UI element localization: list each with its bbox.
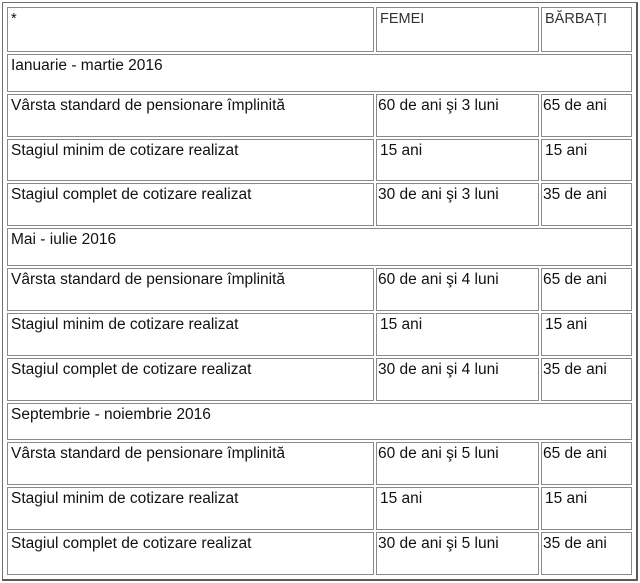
- period-label: Septembrie - noiembrie 2016: [7, 403, 632, 441]
- women-value-cell: 15 ani: [376, 139, 539, 182]
- pension-requirements-table: [5, 5, 634, 577]
- men-value-cell: 35 de ani: [541, 358, 632, 401]
- table-row: [7, 139, 632, 182]
- period-label: Mai - iulie 2016: [7, 228, 632, 266]
- corner-cell: *: [7, 7, 374, 52]
- table-row: [7, 268, 632, 311]
- table-row: [7, 487, 632, 530]
- table-row: [7, 313, 632, 356]
- men-value-cell: 15 ani: [541, 313, 632, 356]
- table-row: [7, 183, 632, 226]
- men-value-cell: 15 ani: [541, 487, 632, 530]
- criterion-cell: Stagiul complet de cotizare realizat: [7, 532, 374, 575]
- women-value-cell: 15 ani: [376, 487, 539, 530]
- period-row: [7, 54, 632, 92]
- men-value-cell: 65 de ani: [541, 94, 632, 137]
- women-value-cell: 60 de ani şi 5 luni: [376, 442, 539, 485]
- criterion-cell: Stagiul complet de cotizare realizat: [7, 183, 374, 226]
- criterion-cell: Stagiul minim de cotizare realizat: [7, 313, 374, 356]
- table-row: [7, 442, 632, 485]
- criterion-cell: Vârsta standard de pensionare împlinită: [7, 94, 374, 137]
- pension-table-frame: [2, 2, 638, 581]
- table-row: [7, 358, 632, 401]
- criterion-cell: Stagiul minim de cotizare realizat: [7, 139, 374, 182]
- criterion-cell: Vârsta standard de pensionare împlinită: [7, 442, 374, 485]
- men-value-cell: 35 de ani: [541, 183, 632, 226]
- men-value-cell: 15 ani: [541, 139, 632, 182]
- period-label: Ianuarie - martie 2016: [7, 54, 632, 92]
- criterion-cell: Vârsta standard de pensionare împlinită: [7, 268, 374, 311]
- table-row: [7, 532, 632, 575]
- women-value-cell: 30 de ani şi 5 luni: [376, 532, 539, 575]
- column-header-women: FEMEI: [376, 7, 539, 52]
- men-value-cell: 65 de ani: [541, 268, 632, 311]
- criterion-cell: Stagiul complet de cotizare realizat: [7, 358, 374, 401]
- criterion-cell: Stagiul minim de cotizare realizat: [7, 487, 374, 530]
- period-row: [7, 228, 632, 266]
- women-value-cell: 15 ani: [376, 313, 539, 356]
- men-value-cell: 35 de ani: [541, 532, 632, 575]
- men-value-cell: 65 de ani: [541, 442, 632, 485]
- column-header-men: BĂRBAȚI: [541, 7, 632, 52]
- women-value-cell: 60 de ani şi 3 luni: [376, 94, 539, 137]
- table-row: [7, 94, 632, 137]
- table-header-row: [7, 7, 632, 52]
- women-value-cell: 30 de ani şi 3 luni: [376, 183, 539, 226]
- women-value-cell: 60 de ani şi 4 luni: [376, 268, 539, 311]
- period-row: [7, 403, 632, 441]
- women-value-cell: 30 de ani şi 4 luni: [376, 358, 539, 401]
